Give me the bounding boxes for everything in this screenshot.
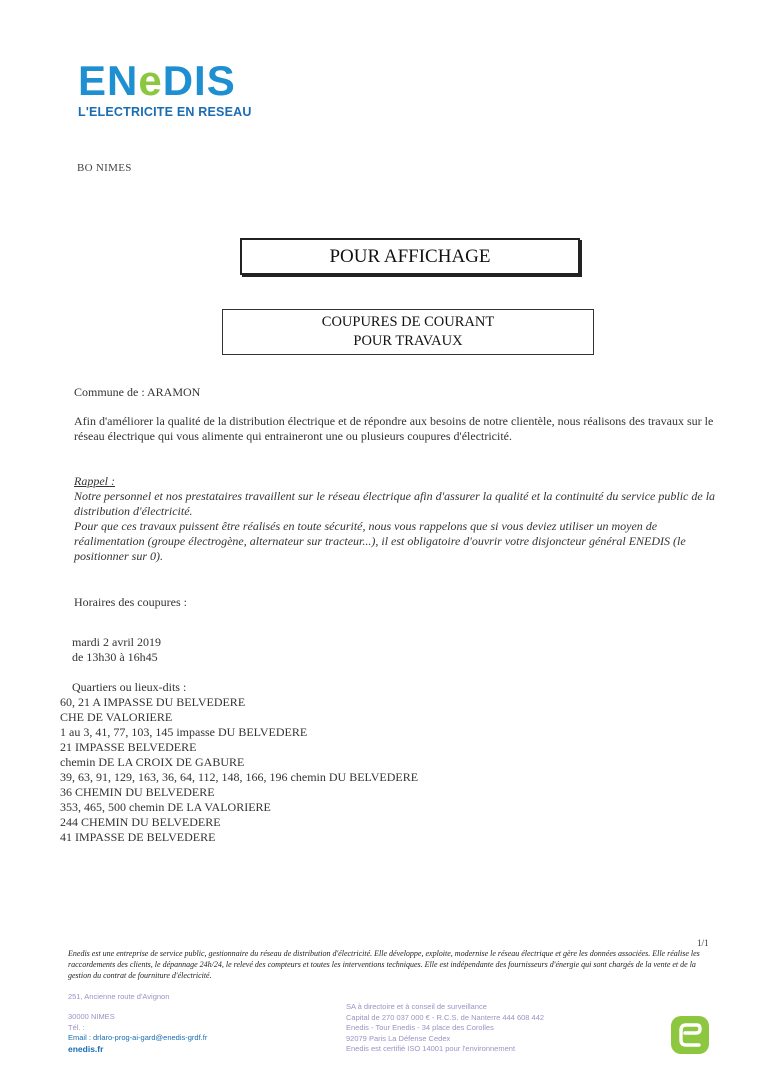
logo-part-dis: DIS (162, 57, 236, 104)
list-item: chemin DE LA CROIX DE GABURE (60, 755, 245, 769)
rappel-section (74, 474, 724, 564)
logo-part-en: EN (78, 57, 139, 104)
page-number: 1/1 (697, 938, 709, 948)
office-label: BO NIMES (77, 162, 132, 174)
footer-email-link[interactable]: Email : drlaro-prog-ai-gard@enedis-grdf.fr (68, 1033, 208, 1042)
logo-part-e: e (138, 57, 163, 104)
list-item: 36 CHEMIN DU BELVEDERE (60, 785, 215, 799)
subheading-box (222, 309, 594, 355)
list-item: 39, 63, 91, 129, 163, 36, 64, 112, 148, 166, 196 chemin DU BELVEDERE (60, 770, 419, 784)
legal-line: 92079 Paris La Défense Cedex (346, 1033, 451, 1043)
footer-tel: Tél. : (68, 1022, 85, 1032)
footer-contact (68, 1012, 207, 1054)
intro-paragraph: Afin d'améliorer la qualité de la distribution électrique et de répondre aux besoins de notre clientèle, nous réalisons des travaux sur le réseau électrique qui vous alimente qui entraineront une ou plusieurs coupures d'électricité. (74, 414, 714, 443)
rappel-paragraph-1: Notre personnel et nos prestataires travaillent sur le réseau électrique afin d'assurer la qualité et la continuité du service public de la distribution d'électricité. (74, 489, 716, 518)
footer-legal (346, 1002, 544, 1055)
legal-line: Enedis est certifié ISO 14001 pour l'environnement (346, 1044, 516, 1053)
legal-line: Capital de 270 037 000 € - R.C.S. de Nanterre 444 608 442 (346, 1012, 545, 1022)
logo-tagline: L'ELECTRICITE EN RESEAU (78, 105, 252, 119)
rappel-title: Rappel : (74, 474, 115, 488)
list-item: 41 IMPASSE DE BELVEDERE (60, 830, 216, 844)
legal-line: SA à directoire et à conseil de surveillance (346, 1002, 487, 1011)
outage-date: mardi 2 avril 2019 (72, 635, 161, 649)
list-item: 1 au 3, 41, 77, 103, 145 impasse DU BELVEDERE (60, 725, 308, 739)
horaires-label: Horaires des coupures : (74, 595, 187, 609)
footer-website-link[interactable]: enedis.fr (68, 1043, 104, 1054)
subheading-line1: COUPURES DE COURANT (321, 314, 495, 331)
list-item: 60, 21 A IMPASSE DU BELVEDERE (60, 695, 246, 709)
footer-address: 251, Ancienne route d'Avignon (68, 992, 170, 1001)
commune: Commune de : ARAMON (74, 385, 201, 399)
footer-disclaimer: Enedis est une entreprise de service public, gestionnaire du réseau de distribution d'électricité. Elle développe, exploite, modernise le réseau électrique et gère les données associées. Elle réalise les raccordements des clients, le dépannage 24h/24, le relevé des compteurs et toutes les interventions techniques. Elle est indépendante des fournisseurs d'énergie qui sont chargés de la vente et de la gestion du contrat de fourniture d'électricité. (68, 949, 700, 980)
list-item: 353, 465, 500 chemin DE LA VALORIERE (60, 800, 271, 814)
legal-line: Enedis - Tour Enedis - 34 place des Corolles (346, 1023, 494, 1032)
list-item: CHE DE VALORIERE (60, 710, 173, 724)
outage-schedule (72, 635, 161, 665)
list-item: 244 CHEMIN DU BELVEDERE (60, 815, 221, 829)
outage-time: de 13h30 à 16h45 (72, 650, 158, 664)
enedis-e-glyph-icon (677, 1022, 703, 1048)
heading-text: POUR AFFICHAGE (329, 245, 491, 267)
locations-list (60, 680, 418, 845)
heading-box (240, 238, 580, 275)
list-item: 21 IMPASSE BELVEDERE (60, 740, 197, 754)
enedis-e-icon (671, 1016, 709, 1054)
rappel-paragraph-2: Pour que ces travaux puissent être réalisés en toute sécurité, nous vous rappelons que si vous deviez utiliser un moyen de réalimentation (groupe électrogène, alternateur sur tracteur...), il est obligatoire d'ouvrir votre disjoncteur général ENEDIS (le positionner sur 0). (74, 519, 686, 563)
footer-city: 30000 NIMES (68, 1012, 115, 1021)
locations-title: Quartiers ou lieux-dits : (72, 680, 187, 694)
subheading-line2: POUR TRAVAUX (353, 333, 463, 349)
enedis-logo (78, 57, 236, 104)
